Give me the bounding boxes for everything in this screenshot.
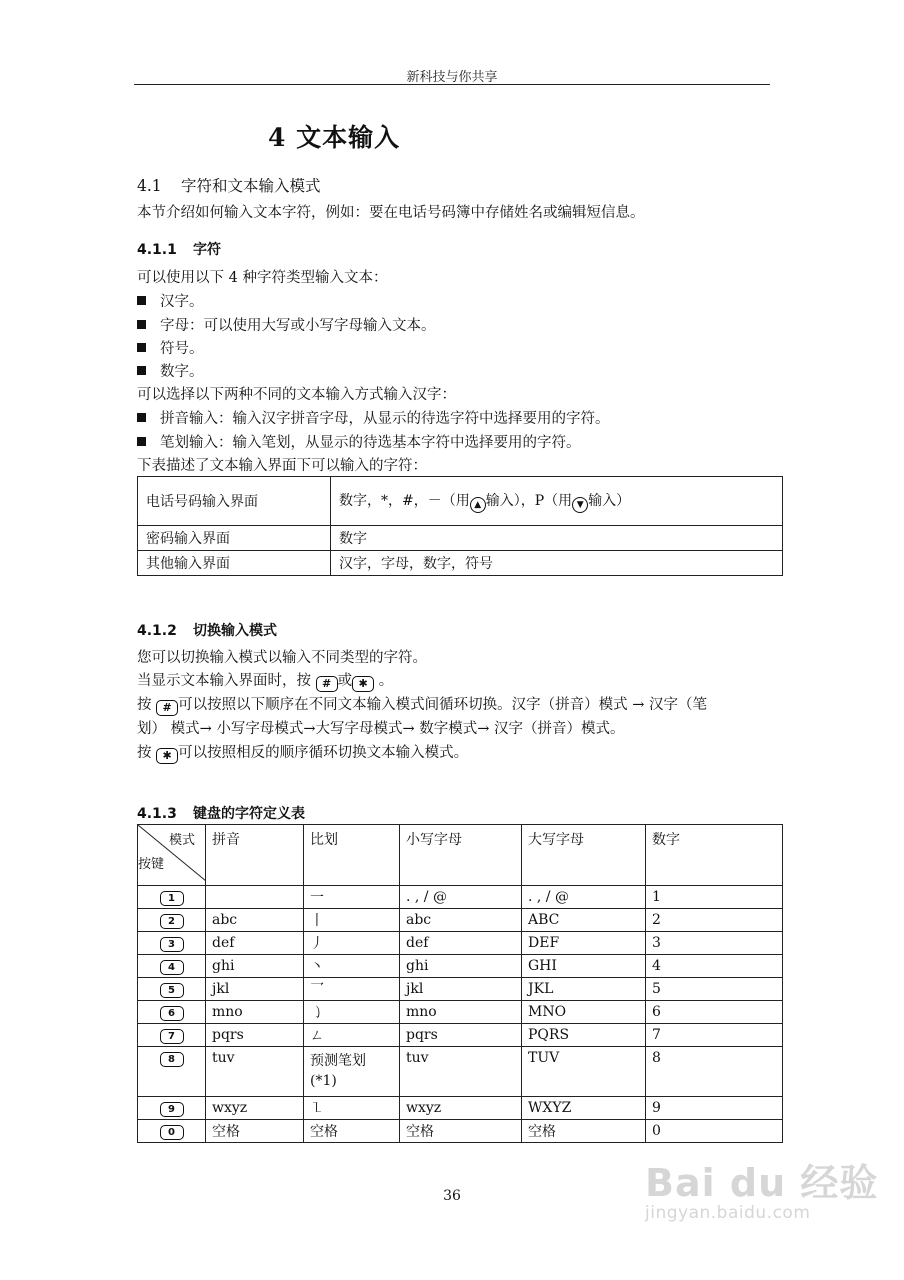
- table-lead: 下表描述了文本输入界面下可以输入的字符：: [137, 458, 427, 474]
- table-cell: ABC: [522, 909, 646, 932]
- text: 按: [137, 745, 152, 761]
- section-heading-4-1-2: [137, 620, 277, 640]
- cell-note: (*1): [310, 1073, 337, 1089]
- table-row: [138, 932, 783, 955]
- section-intro: 本节介绍如何输入文本字符，例如：要在电话号码簿中存储姓名或编辑短信息。: [137, 205, 645, 221]
- keypad-char-table: [137, 824, 783, 1143]
- chapter-title: 4 文本输入: [268, 123, 401, 152]
- table-cell: WXYZ: [522, 1097, 646, 1120]
- table-cell: JKL: [522, 978, 646, 1001]
- list-item: [137, 360, 204, 381]
- table-cell: def: [206, 932, 304, 955]
- text: 。: [378, 673, 394, 689]
- table-cell: 丿: [304, 932, 400, 955]
- key-cell: [138, 955, 206, 978]
- header-rule: [134, 84, 770, 85]
- section-number: 4.1.1: [137, 242, 177, 258]
- table-row: [138, 1097, 783, 1120]
- table-cell: 其他输入界面: [138, 551, 331, 576]
- table-cell: 汉字，字母，数字，符号: [331, 551, 783, 576]
- bullet-icon: [137, 320, 146, 329]
- key-cell: [138, 932, 206, 955]
- key-cell: [138, 1097, 206, 1120]
- table-cell: mno: [206, 1001, 304, 1024]
- down-arrow-icon: ▼: [572, 497, 588, 513]
- table-cell: GHI: [522, 955, 646, 978]
- page-number: 36: [443, 1188, 461, 1204]
- table-cell: 电话号码输入界面: [138, 477, 331, 526]
- list-item-text: 笔划输入：输入笔划，从显示的待选基本字符中选择要用的字符。: [160, 435, 581, 451]
- table-row: [138, 955, 783, 978]
- table-cell: 7: [646, 1024, 783, 1047]
- cell-text: 预测笔划: [310, 1053, 366, 1069]
- table-cell: ghi: [206, 955, 304, 978]
- table-cell: tuv: [400, 1047, 522, 1097]
- key-cell: [138, 909, 206, 932]
- table-cell: 4: [646, 955, 783, 978]
- key-cell: [138, 1001, 206, 1024]
- table-row: [138, 1001, 783, 1024]
- table-cell: 5: [646, 978, 783, 1001]
- table-cell: 1: [646, 886, 783, 909]
- table-row: [138, 526, 783, 551]
- key-cell: [138, 1024, 206, 1047]
- list-item: [137, 407, 610, 428]
- table-cell: 0: [646, 1120, 783, 1143]
- section-heading-4-1-3: [137, 803, 305, 823]
- column-header: 拼音: [206, 825, 304, 886]
- cell-text: 数字，*，#，－（用: [339, 492, 470, 509]
- paragraph: [137, 741, 468, 764]
- cell-text: 输入）: [588, 492, 631, 509]
- table-cell: 6: [646, 1001, 783, 1024]
- table-cell: 8: [646, 1047, 783, 1097]
- section-heading-4-1: [137, 174, 321, 196]
- table-cell: 空格: [522, 1120, 646, 1143]
- section-number: 4.1.3: [137, 806, 177, 822]
- page-header: 新科技与你共享: [406, 70, 498, 85]
- list-item: [137, 290, 204, 311]
- text: 可以按照相反的顺序循环切换文本输入模式。: [178, 745, 469, 761]
- table-cell: 9: [646, 1097, 783, 1120]
- key-0-icon: 0: [160, 1125, 184, 1140]
- table-cell: ghi: [400, 955, 522, 978]
- up-arrow-icon: ▲: [470, 497, 486, 513]
- key-5-icon: 5: [160, 983, 184, 998]
- table-cell: wxyz: [400, 1097, 522, 1120]
- corner-cell: [138, 825, 206, 886]
- table-cell: 空格: [400, 1120, 522, 1143]
- section-title: 切换输入模式: [193, 623, 277, 639]
- table-cell: PQRS: [522, 1024, 646, 1047]
- table-row: [138, 1120, 783, 1143]
- section-title: 键盘的字符定义表: [193, 806, 305, 822]
- bullet-icon: [137, 296, 146, 305]
- table-cell: ㇅: [304, 1097, 400, 1120]
- table-cell: def: [400, 932, 522, 955]
- table-cell: 空格: [304, 1120, 400, 1143]
- key-9-icon: 9: [160, 1102, 184, 1117]
- cell-text: 输入），P（用: [485, 492, 573, 509]
- table-cell: jkl: [400, 978, 522, 1001]
- hash-key-icon: #: [316, 676, 338, 692]
- table-cell: pqrs: [400, 1024, 522, 1047]
- table-cell: . , / @: [522, 886, 646, 909]
- list-item-text: 字母：可以使用大写或小写字母输入文本。: [160, 318, 436, 334]
- section-title: 字符: [193, 242, 221, 258]
- table-header-row: [138, 825, 783, 886]
- table-row: [138, 978, 783, 1001]
- table-row: [138, 909, 783, 932]
- table-row: [138, 1047, 783, 1097]
- column-header: 大写字母: [522, 825, 646, 886]
- key-cell: [138, 886, 206, 909]
- table-cell: ㇁: [304, 1001, 400, 1024]
- list-item: [137, 337, 204, 358]
- table-cell: [331, 477, 783, 526]
- watermark: [645, 1152, 878, 1223]
- table-cell: 一: [304, 886, 400, 909]
- section-number: 4.1.2: [137, 623, 177, 639]
- table-cell: MNO: [522, 1001, 646, 1024]
- bullet-icon: [137, 413, 146, 422]
- column-header: 比划: [304, 825, 400, 886]
- watermark-url: jingyan.baidu.com: [645, 1203, 811, 1223]
- input-screen-table: [137, 476, 783, 576]
- table-cell: abc: [206, 909, 304, 932]
- table-cell: 数字: [331, 526, 783, 551]
- table-row: [138, 477, 783, 526]
- key-cell: [138, 1047, 206, 1097]
- key-cell: [138, 978, 206, 1001]
- bullet-icon: [137, 343, 146, 352]
- table-cell: pqrs: [206, 1024, 304, 1047]
- table-cell: 乛: [304, 978, 400, 1001]
- bullet-icon: [137, 366, 146, 375]
- table-cell: ㄥ: [304, 1024, 400, 1047]
- list-item-text: 符号。: [160, 341, 204, 357]
- char-types-lead: 可以使用以下 4 种字符类型输入文本：: [137, 270, 388, 286]
- text: 可以按照以下顺序在不同文本输入模式间循环切换。汉字（拼音）模式 → 汉字（笔: [178, 697, 707, 713]
- column-header: 小写字母: [400, 825, 522, 886]
- list-item: [137, 431, 581, 452]
- star-key-icon: ✱: [156, 748, 178, 764]
- table-cell: DEF: [522, 932, 646, 955]
- table-cell: [206, 886, 304, 909]
- table-cell: mno: [400, 1001, 522, 1024]
- key-6-icon: 6: [160, 1006, 184, 1021]
- bullet-icon: [137, 437, 146, 446]
- key-2-icon: 2: [160, 914, 184, 929]
- table-cell: 空格: [206, 1120, 304, 1143]
- table-cell: 2: [646, 909, 783, 932]
- section-title: 字符和文本输入模式: [181, 177, 321, 195]
- section-number: 4.1: [137, 177, 162, 195]
- text: 当显示文本输入界面时，按: [137, 673, 311, 689]
- key-cell: [138, 1120, 206, 1143]
- table-row: [138, 551, 783, 576]
- table-row: [138, 886, 783, 909]
- key-4-icon: 4: [160, 960, 184, 975]
- watermark-logo: Bai du 经验: [645, 1161, 879, 1205]
- list-item-text: 数字。: [160, 364, 204, 380]
- table-cell: 丶: [304, 955, 400, 978]
- table-cell: TUV: [522, 1047, 646, 1097]
- key-8-icon: 8: [160, 1052, 184, 1067]
- table-cell: . , / @: [400, 886, 522, 909]
- corner-key-label: 按键: [138, 857, 165, 872]
- table-cell: wxyz: [206, 1097, 304, 1120]
- column-header: 数字: [646, 825, 783, 886]
- table-row: [138, 1024, 783, 1047]
- corner-mode-label: 模式: [168, 833, 195, 848]
- table-cell: 密码输入界面: [138, 526, 331, 551]
- key-7-icon: 7: [160, 1029, 184, 1044]
- list-item-text: 汉字。: [160, 294, 204, 310]
- text: 或: [337, 673, 353, 689]
- text: 按: [137, 697, 152, 713]
- table-cell: jkl: [206, 978, 304, 1001]
- paragraph: [137, 693, 707, 716]
- paragraph: 您可以切换输入模式以输入不同类型的字符。: [137, 650, 427, 666]
- list-item: [137, 314, 436, 335]
- hash-key-icon: #: [156, 700, 178, 716]
- table-cell: abc: [400, 909, 522, 932]
- star-key-icon: ✱: [352, 676, 374, 692]
- table-cell: 3: [646, 932, 783, 955]
- paragraph: 划） 模式→ 小写字母模式→大写字母模式→ 数字模式→ 汉字（拼音）模式。: [137, 721, 625, 737]
- paragraph: [137, 669, 393, 692]
- input-methods-lead: 可以选择以下两种不同的文本输入方式输入汉字：: [137, 387, 456, 403]
- table-cell: tuv: [206, 1047, 304, 1097]
- key-1-icon: 1: [160, 891, 184, 906]
- key-3-icon: 3: [160, 937, 184, 952]
- list-item-text: 拼音输入：输入汉字拼音字母，从显示的待选字符中选择要用的字符。: [160, 411, 610, 427]
- section-heading-4-1-1: [137, 239, 221, 259]
- table-cell: 丨: [304, 909, 400, 932]
- table-cell: [304, 1047, 400, 1097]
